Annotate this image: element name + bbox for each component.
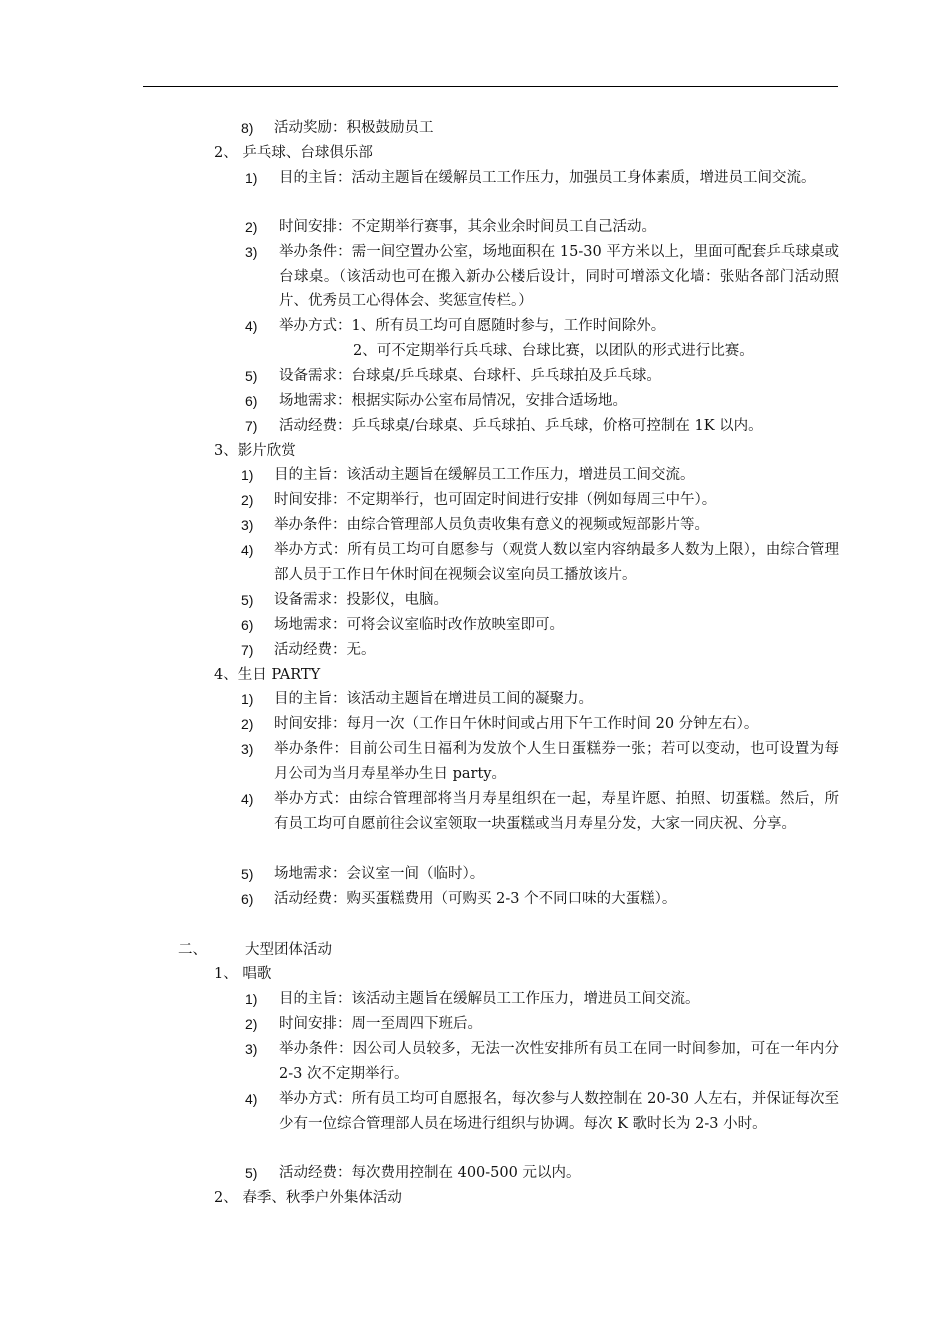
item-text: 目的主旨：该活动主题旨在增进员工间的凝聚力。 [274,691,593,707]
item-text: 举办方式：所有员工均可自愿报名，每次参与人数控制在 20-30 人左右，并保证每次至少有一位综合管理部人员在场进行组织与协调。每次 K 歌时长为 2-3 小时。 [279,1091,839,1132]
item-text: 时间安排：周一至周四下班后。 [279,1016,482,1032]
item-text: 举办条件：目前公司生日福利为发放个人生日蛋糕券一张；若可以变动，也可设置为每月公司为当月寿星举办生日 party。 [274,741,839,782]
item-number: 4) [245,1091,258,1107]
item-number: 6) [241,891,254,907]
item-number: 5) [245,368,258,384]
item-number: 1) [241,691,254,707]
item-text: 活动经费：每次费用控制在 400-500 元以内。 [279,1165,581,1181]
item-number: 3) [241,517,254,533]
item-text: 目的主旨：该活动主题旨在缓解员工工作压力，增进员工间交流。 [279,991,700,1007]
item-text: 活动经费：乒乓球桌/台球桌、乒乓球拍、乒乓球，价格可控制在 1K 以内。 [279,418,763,434]
part-title: 大型团体活动 [245,942,332,958]
section-title-pingpong: 2、 乒乓球、台球俱乐部 [214,145,373,161]
item-text: 举办条件：由综合管理部人员负责收集有意义的视频或短部影片等。 [274,517,709,533]
item-number: 1) [245,170,258,186]
item-number: 7) [241,642,254,658]
item-number: 2) [245,219,258,235]
item-text: 时间安排：不定期举行，也可固定时间进行安排（例如每周三中午）。 [274,492,717,508]
item-number: 2) [241,492,254,508]
item-number: 4) [241,791,254,807]
item-number: 3) [245,244,258,260]
item-text: 时间安排：每月一次（工作日午休时间或占用下午工作时间 20 分钟左右）。 [274,716,759,732]
item-number: 5) [245,1165,258,1181]
item-number: 4) [241,542,254,558]
item-text: 举办条件：因公司人员较多，无法一次性安排所有员工在同一时间参加，可在一年内分 2-3 次不定期举行。 [279,1041,839,1082]
item-number: 1) [245,991,258,1007]
item-text: 场地需求：会议室一间（临时）。 [274,866,485,882]
item-text: 场地需求：根据实际办公室布局情况，安排合适场地。 [279,393,627,409]
item-text: 目的主旨：活动主题旨在缓解员工工作压力，加强员工身体素质，增进员工间交流。 [279,170,816,186]
item-number: 8) [241,120,254,136]
item-text: 举办条件：需一间空置办公室，场地面积在 15-30 平方米以上，里面可配套乒乓球桌或台球桌。（该活动也可在搬入新办公楼后设计，同时可增添文化墙：张贴各部门活动照片、优秀员工心得体会、奖惩宣传栏。） [279,244,839,309]
item-number: 4) [245,318,258,334]
item-number: 3) [241,741,254,757]
item-number: 6) [241,617,254,633]
item-text: 目的主旨：该活动主题旨在缓解员工工作压力，增进员工间交流。 [274,467,695,483]
item-text-continued: 2、可不定期举行兵乓球、台球比赛，以团队的形式进行比赛。 [353,343,754,359]
part-number: 二、 [178,942,207,958]
item-number: 5) [241,592,254,608]
header-rule [143,86,838,87]
item-text: 举办方式：1、所有员工均可自愿随时参与，工作时间除外。 [279,318,666,334]
item-number: 2) [245,1016,258,1032]
item-text: 设备需求：投影仪，电脑。 [274,592,448,608]
item-text: 场地需求：可将会议室临时改作放映室即可。 [274,617,564,633]
item-text: 时间安排：不定期举行赛事，其余业余时间员工自己活动。 [279,219,656,235]
item-number: 7) [245,418,258,434]
item-text: 活动经费：无。 [274,642,376,658]
item-text: 设备需求：台球桌/乒乓球桌、台球杆、乒乓球拍及乒乓球。 [279,368,661,384]
item-number: 6) [245,393,258,409]
item-number: 1) [241,467,254,483]
section-title-outdoor: 2、 春季、秋季户外集体活动 [214,1190,402,1206]
item-number: 3) [245,1041,258,1057]
item-text: 举办方式：所有员工均可自愿参与（观赏人数以室内容纳最多人数为上限），由综合管理部人员于工作日午休时间在视频会议室向员工播放该片。 [274,542,839,583]
section-title-film: 3、影片欣赏 [214,443,296,459]
section-title-birthday: 4、生日 PARTY [214,667,321,683]
item-text: 活动经费：购买蛋糕费用（可购买 2-3 个不同口味的大蛋糕）。 [274,891,677,907]
item-text: 举办方式：由综合管理部将当月寿星组织在一起，寿星许愿、拍照、切蛋糕。然后，所有员工均可自愿前往会议室领取一块蛋糕或当月寿星分发，大家一同庆祝、分享。 [274,791,839,832]
item-text: 活动奖励：积极鼓励员工 [274,120,434,136]
item-number: 5) [241,866,254,882]
section-title-karaoke: 1、 唱歌 [214,966,272,982]
item-number: 2) [241,716,254,732]
